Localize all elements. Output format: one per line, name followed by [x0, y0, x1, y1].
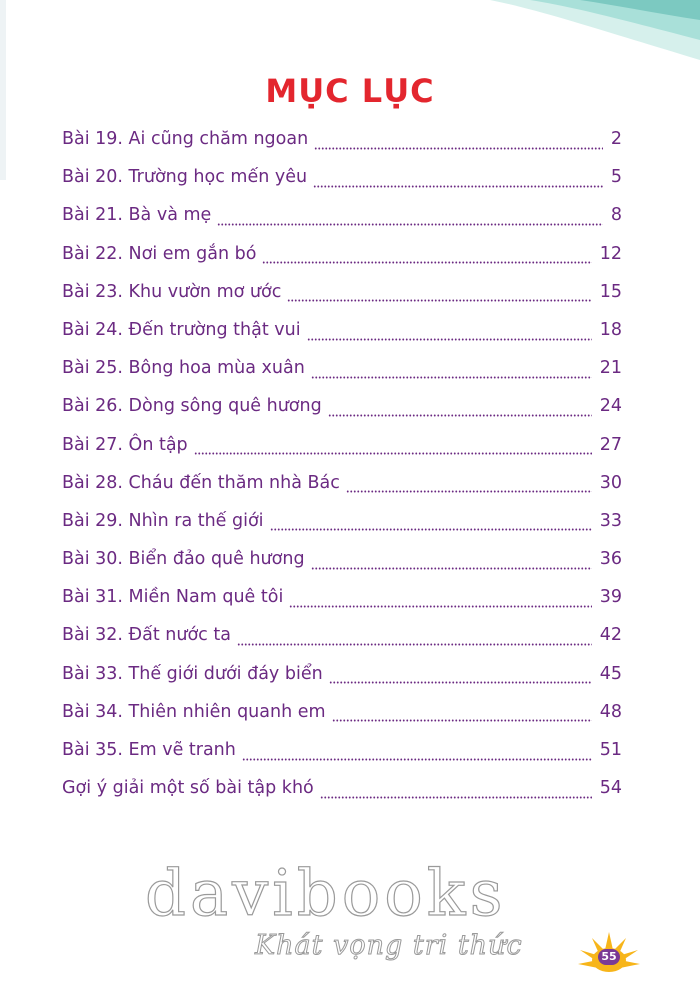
dot-leader — [329, 681, 592, 685]
page-number: 55 — [598, 949, 620, 965]
toc-item-page: 2 — [610, 129, 622, 149]
toc-item-page: 12 — [599, 243, 622, 264]
toc-item-title: Bài 34. Thiên nhiên quanh em — [62, 701, 326, 722]
toc-item-page: 33 — [599, 510, 622, 531]
page-title: MỤC LỤC — [265, 72, 435, 110]
toc-item-title: Bài 27. Ôn tập — [62, 434, 188, 455]
dot-leader — [346, 490, 592, 494]
toc-item — [62, 162, 622, 200]
toc-item-page: 27 — [599, 434, 622, 455]
toc-item-page: 48 — [599, 701, 622, 722]
toc-item — [62, 544, 622, 582]
toc-item-title: Bài 24. Đến trường thật vui — [62, 319, 301, 340]
toc-item-title: Bài 20. Trường học mến yêu — [62, 167, 308, 188]
toc-item-page: 21 — [599, 358, 622, 379]
dot-leader — [194, 452, 592, 456]
toc-item — [62, 582, 622, 620]
toc-item — [62, 697, 622, 735]
toc-item — [62, 506, 622, 544]
toc-item-page: 45 — [599, 663, 622, 684]
toc-item — [62, 659, 622, 697]
dot-leader — [313, 184, 603, 188]
toc-item-page: 42 — [599, 625, 622, 646]
toc-item — [62, 239, 622, 277]
toc-item-title: Bài 31. Miền Nam quê tôi — [62, 587, 284, 608]
toc-item — [62, 735, 622, 773]
watermark-slogan: Khát vọng tri thức — [255, 930, 523, 961]
toc-item-title: Bài 30. Biển đảo quê hương — [62, 549, 305, 570]
toc-item-title: Bài 32. Đất nước ta — [62, 625, 231, 646]
toc-item-title: Bài 28. Cháu đến thăm nhà Bác — [62, 472, 340, 493]
toc-item-page: 5 — [610, 167, 622, 188]
toc-item-page: 30 — [599, 472, 622, 493]
toc-item-title: Bài 26. Dòng sông quê hương — [62, 396, 322, 417]
dot-leader — [332, 719, 592, 723]
dot-leader — [328, 413, 592, 417]
dot-leader — [314, 146, 603, 150]
corner-wave-decoration — [470, 0, 700, 70]
toc-item-page: 24 — [599, 396, 622, 417]
dot-leader — [320, 795, 592, 799]
toc-item — [62, 468, 622, 506]
watermark-brand: davibooks — [145, 857, 507, 931]
toc-item-title: Bài 33. Thế giới dưới đáy biển — [62, 663, 323, 684]
toc-item-title: Bài 35. Em vẽ tranh — [62, 740, 236, 760]
toc-item-title: Bài 22. Nơi em gắn bó — [62, 243, 257, 264]
dot-leader — [237, 643, 592, 647]
page-number-badge — [576, 930, 642, 974]
toc-item — [62, 124, 622, 162]
toc-item — [62, 391, 622, 429]
toc-item-title: Bài 25. Bông hoa mùa xuân — [62, 358, 305, 379]
toc-item-title: Bài 19. Ai cũng chăm ngoan — [62, 129, 309, 149]
toc-item — [62, 353, 622, 391]
dot-leader — [262, 261, 591, 265]
toc-item — [62, 200, 622, 238]
toc-item — [62, 430, 622, 468]
dot-leader — [270, 528, 592, 532]
toc-item-page: 36 — [599, 549, 622, 570]
toc-item-title: Gợi ý giải một số bài tập khó — [62, 778, 314, 799]
toc-item-page: 8 — [610, 205, 622, 226]
toc-item — [62, 773, 622, 811]
dot-leader — [289, 604, 591, 608]
table-of-contents — [62, 124, 622, 811]
toc-item-page: 51 — [599, 740, 622, 760]
dot-leader — [311, 566, 592, 570]
toc-item-page: 39 — [599, 587, 622, 608]
toc-item-page: 54 — [599, 778, 622, 799]
dot-leader — [311, 375, 592, 379]
dot-leader — [287, 299, 591, 303]
toc-item-title: Bài 29. Nhìn ra thế giới — [62, 510, 264, 531]
toc-item-title: Bài 23. Khu vườn mơ ước — [62, 281, 282, 302]
dot-leader — [242, 757, 592, 761]
dot-leader — [217, 222, 603, 226]
toc-item-page: 18 — [599, 319, 622, 340]
toc-item-title: Bài 21. Bà và mẹ — [62, 205, 212, 226]
dot-leader — [307, 337, 592, 341]
toc-item-page: 15 — [599, 281, 622, 302]
toc-item — [62, 277, 622, 315]
toc-item — [62, 315, 622, 353]
toc-item — [62, 620, 622, 658]
watermark — [145, 857, 565, 961]
